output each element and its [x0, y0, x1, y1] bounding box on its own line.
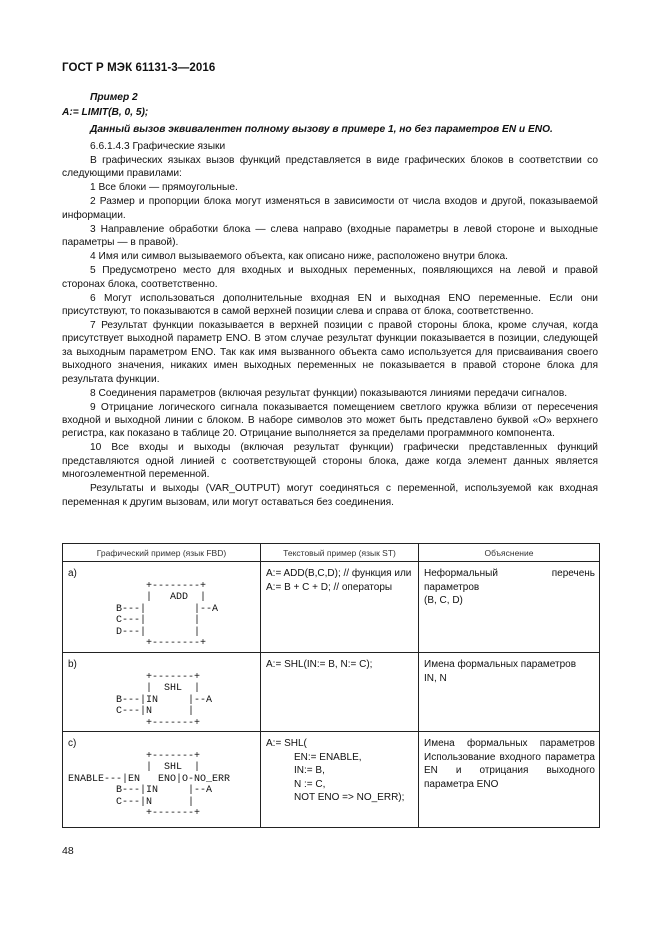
explanation-cell: [419, 562, 600, 653]
rule-7: 7 Результат функции показывается в верхней позиции с правой стороны блока, кроме случая, когда присутствует выходной параметр ENO. В этом случае результат функции показывается в позиции, следующей за выходным параметром ENO. Так как имя вызванного объекта само используется для присваивания своего выходного значения, никаких имен выходных переменных не показывается в правой стороне блока для результата функции.: [62, 320, 598, 385]
column-header-text: Текстовый пример (язык ST): [261, 544, 419, 562]
st-line: N := C,: [294, 778, 326, 790]
section-heading: 6.6.1.4.3 Графические языки: [90, 141, 226, 152]
explanation-params: (B, C, D): [424, 595, 463, 606]
rule-5: 5 Предусмотрено место для входных и выходных переменных, появляющихся на левой и правой сторонах блока, соответственно.: [62, 265, 598, 290]
st-cell: [261, 732, 419, 828]
st-line: EN:= ENABLE,: [294, 751, 362, 763]
table-row: [63, 653, 600, 732]
graphic-cell: [63, 653, 261, 732]
rule-9: 9 Отрицание логического сигнала показывается помещением светлого кружка вблизи от пересечения входной и выходной линии с блоком. В наборе символов это может быть представлено буквой «O» верхнего регистра, как показано в таблице 20. Отрицание выполняется за пределами программного компонента.: [62, 401, 598, 440]
st-line: A:= SHL(: [266, 738, 307, 749]
st-line: A:= ADD(B,C,D); // функция или: [266, 568, 412, 579]
rule-10: 10 Все входы и выходы (включая результат функции) графически представленных функций представляются одной линией с соответствующей стороны блока, даже когда элемент данных является многоэлементной переменной.: [62, 442, 598, 481]
fbd-diagram-add: +--------+ | ADD | B---| |--A C---| | D---| | +--------+: [116, 580, 219, 649]
st-line: A:= B + C + D; // операторы: [266, 581, 393, 593]
st-cell: [261, 653, 419, 732]
column-header-graphic: Графический пример (язык FBD): [63, 544, 261, 562]
explanation-text: Неформальный перечень параметров: [424, 568, 595, 593]
rule-4: 4 Имя или символ вызываемого объекта, как описано ниже, расположено внутри блока.: [90, 251, 508, 263]
column-header-explanation: Объяснение: [419, 544, 600, 562]
table-header-row: [63, 544, 600, 562]
st-line: A:= SHL(IN:= B, N:= C);: [266, 659, 373, 670]
page-number: 48: [62, 845, 74, 857]
case-label: a): [68, 568, 77, 579]
rule-8: 8 Соединения параметров (включая результат функции) показываются линиями передачи сигналов.: [90, 387, 568, 399]
example-code: A:= LIMIT(B, 0, 5);: [62, 107, 149, 118]
explanation-text: Имена формальных параметров: [424, 659, 577, 670]
explanation-params: IN, N: [424, 672, 447, 684]
rule-1: 1 Все блоки — прямоугольные.: [90, 182, 238, 194]
rule-6: 6 Могут использоваться дополнительные входная EN и выходная ENO переменные. Если они присутствуют, то показываются в самой верхней позиции слева и справа от блока, соответственно.: [62, 292, 598, 318]
st-line: NOT ENO => NO_ERR);: [294, 792, 405, 803]
case-label: b): [68, 659, 77, 670]
table-row: [63, 732, 600, 828]
explanation-cell: [419, 732, 600, 828]
explanation-text: Имена формальных параметров Использование входного параметра EN и отрицания выходного параметра ENO: [424, 738, 595, 790]
rule-2: 2 Размер и пропорции блока могут изменяться в зависимости от числа входов и другой, показываемой информации.: [62, 196, 598, 221]
example-title: Пример 2: [90, 92, 138, 103]
document-header: ГОСТ Р МЭК 61131-3—2016: [62, 62, 216, 74]
st-line: IN:= B,: [294, 765, 325, 776]
fbd-diagram-shl: +-------+ | SHL | B---|IN |--A C---|N | +-------+: [116, 671, 213, 729]
body-text: [62, 140, 598, 510]
paragraph-outputs: Результаты и выходы (VAR_OUTPUT) могут соединяться с переменной, используемой как входная переменная к другим вызовам, или могут оставаться без соединения.: [62, 483, 598, 508]
fbd-diagram-shl-en: +-------+ | SHL | ENABLE---|EN ENO|O-NO_ERR B---|IN |--A C---|N | +-------+: [68, 750, 231, 819]
table-row: [63, 562, 600, 653]
graphic-cell: [63, 732, 261, 828]
example-note: Данный вызов эквивалентен полному вызову в примере 1, но без параметров EN и ENO.: [90, 124, 553, 135]
paragraph: В графических языках вызов функций представляется в виде графических блоков в соответствии со следующими правилами:: [62, 155, 598, 180]
explanation-cell: [419, 653, 600, 732]
case-label: c): [68, 738, 77, 749]
fbd-examples-table: [62, 543, 600, 828]
rule-3: 3 Направление обработки блока — слева направо (входные параметры в левой стороне и выходные параметры — в правой).: [62, 223, 598, 249]
st-cell: [261, 562, 419, 653]
graphic-cell: [63, 562, 261, 653]
